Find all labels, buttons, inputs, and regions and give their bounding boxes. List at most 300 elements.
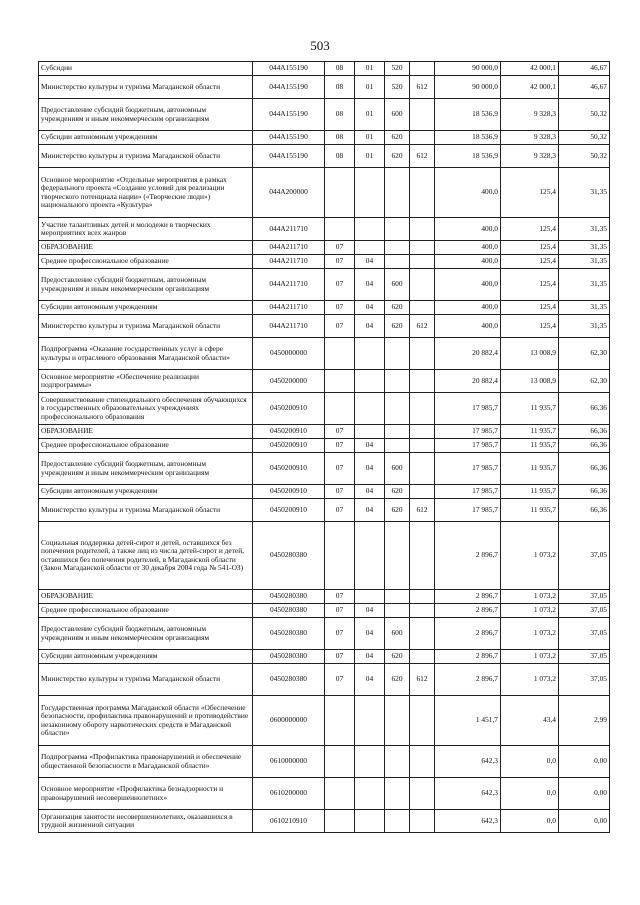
row-actual: 42 000,1 <box>501 62 559 76</box>
row-name: Среднее профессиональное образование <box>39 439 253 453</box>
row-department <box>410 522 435 590</box>
row-department <box>410 218 435 241</box>
row-actual: 11 935,7 <box>501 393 559 425</box>
row-subsection: 04 <box>355 453 385 485</box>
row-code: 044A155190 <box>253 131 325 145</box>
row-section: 07 <box>325 241 355 255</box>
row-subsection: 04 <box>355 485 385 499</box>
table-row <box>39 522 610 590</box>
row-plan: 17 985,7 <box>435 499 501 522</box>
row-section: 07 <box>325 301 355 315</box>
row-code: 044A211710 <box>253 315 325 338</box>
row-section: 07 <box>325 425 355 439</box>
row-percent: 50,32 <box>559 145 610 168</box>
row-expense-type: 620 <box>385 650 410 664</box>
row-plan: 90 000,0 <box>435 62 501 76</box>
row-code: 0450280380 <box>253 522 325 590</box>
row-percent: 62,30 <box>559 370 610 393</box>
row-name: Основное мероприятие «Отдельные мероприятия в рамках федерального проекта «Создание условий для реализации творческого потенциала нации» («Творческие люди») национального проекта «Культура» <box>39 168 253 218</box>
row-department <box>410 241 435 255</box>
row-plan: 2 896,7 <box>435 618 501 650</box>
table-row <box>39 696 610 746</box>
row-plan: 18 536,9 <box>435 145 501 168</box>
row-section: 07 <box>325 499 355 522</box>
row-actual: 13 008,9 <box>501 370 559 393</box>
row-section: 07 <box>325 269 355 301</box>
row-percent: 66,36 <box>559 425 610 439</box>
row-plan: 642,3 <box>435 778 501 810</box>
table-row <box>39 301 610 315</box>
row-name: Подпрограмма «Оказание государственных услуг в сфере культуры и отраслевого образования Магаданской области» <box>39 338 253 370</box>
row-expense-type: 600 <box>385 99 410 131</box>
row-department <box>410 99 435 131</box>
row-name: Предоставление субсидий бюджетным, автономным учреждениям и иным некоммерческим организациям <box>39 269 253 301</box>
row-plan: 2 896,7 <box>435 522 501 590</box>
row-name: Участие талантливых детей и молодежи в творческих мероприятиях всех жанров <box>39 218 253 241</box>
row-section: 08 <box>325 145 355 168</box>
row-name: Среднее профессиональное образование <box>39 604 253 618</box>
row-subsection <box>355 746 385 778</box>
row-subsection <box>355 218 385 241</box>
row-plan: 17 985,7 <box>435 425 501 439</box>
row-section: 08 <box>325 76 355 99</box>
row-percent: 31,35 <box>559 269 610 301</box>
table-row <box>39 604 610 618</box>
row-expense-type <box>385 338 410 370</box>
row-expense-type: 620 <box>385 131 410 145</box>
row-percent: 62,30 <box>559 338 610 370</box>
row-name: Среднее профессиональное образование <box>39 255 253 269</box>
row-subsection: 01 <box>355 145 385 168</box>
row-expense-type <box>385 425 410 439</box>
row-plan: 400,0 <box>435 301 501 315</box>
row-actual: 0,0 <box>501 778 559 810</box>
row-plan: 642,3 <box>435 746 501 778</box>
row-section <box>325 370 355 393</box>
row-code: 044A211710 <box>253 301 325 315</box>
table-row <box>39 76 610 99</box>
row-code: 0450200910 <box>253 439 325 453</box>
row-code: 044A211710 <box>253 241 325 255</box>
row-percent: 0,00 <box>559 810 610 833</box>
row-department <box>410 453 435 485</box>
row-code: 044A155190 <box>253 76 325 99</box>
row-subsection: 01 <box>355 76 385 99</box>
row-actual: 1 073,2 <box>501 618 559 650</box>
table-row <box>39 241 610 255</box>
row-expense-type: 620 <box>385 499 410 522</box>
row-department <box>410 650 435 664</box>
row-actual: 11 935,7 <box>501 453 559 485</box>
row-expense-type <box>385 590 410 604</box>
row-section: 07 <box>325 604 355 618</box>
row-department <box>410 746 435 778</box>
table-body <box>39 62 610 833</box>
row-department <box>410 62 435 76</box>
row-actual: 1 073,2 <box>501 522 559 590</box>
row-plan: 400,0 <box>435 168 501 218</box>
row-plan: 2 896,7 <box>435 604 501 618</box>
row-department <box>410 810 435 833</box>
row-actual: 1 073,2 <box>501 590 559 604</box>
row-subsection <box>355 370 385 393</box>
row-section <box>325 338 355 370</box>
row-percent: 31,35 <box>559 255 610 269</box>
row-actual: 11 935,7 <box>501 485 559 499</box>
row-percent: 66,36 <box>559 453 610 485</box>
row-expense-type <box>385 241 410 255</box>
row-percent: 46,67 <box>559 76 610 99</box>
row-department <box>410 168 435 218</box>
row-subsection: 04 <box>355 301 385 315</box>
row-expense-type: 620 <box>385 301 410 315</box>
row-subsection <box>355 778 385 810</box>
row-actual: 9 328,3 <box>501 145 559 168</box>
row-subsection <box>355 425 385 439</box>
row-code: 044A155190 <box>253 62 325 76</box>
row-name: Основное мероприятие «Профилактика безнадзорности и правонарушений несовершеннолетних» <box>39 778 253 810</box>
row-percent: 46,67 <box>559 62 610 76</box>
row-department <box>410 393 435 425</box>
row-department <box>410 255 435 269</box>
row-percent: 31,35 <box>559 315 610 338</box>
row-subsection <box>355 241 385 255</box>
row-actual: 125,4 <box>501 218 559 241</box>
row-code: 0450280380 <box>253 618 325 650</box>
row-name: ОБРАЗОВАНИЕ <box>39 241 253 255</box>
row-expense-type <box>385 255 410 269</box>
row-expense-type <box>385 522 410 590</box>
row-actual: 42 000,1 <box>501 76 559 99</box>
row-subsection: 04 <box>355 269 385 301</box>
row-subsection: 01 <box>355 62 385 76</box>
row-department <box>410 131 435 145</box>
row-department <box>410 439 435 453</box>
row-percent: 0,00 <box>559 746 610 778</box>
row-expense-type: 600 <box>385 269 410 301</box>
row-department <box>410 590 435 604</box>
row-plan: 400,0 <box>435 241 501 255</box>
row-expense-type <box>385 696 410 746</box>
row-section: 07 <box>325 315 355 338</box>
row-percent: 37,05 <box>559 618 610 650</box>
row-section: 07 <box>325 650 355 664</box>
row-name: Социальная поддержка детей-сирот и детей, оставшихся без попечения родителей, а также лиц из числа детей-сирот и детей, оставшихся без попечения родителей, в Магаданской области (Закон Магаданской области от 30 декабря 2004 года № 541-ОЗ) <box>39 522 253 590</box>
row-name: Министерство культуры и туризма Магаданской области <box>39 76 253 99</box>
row-name: Субсидии автономным учреждениям <box>39 485 253 499</box>
table-row <box>39 650 610 664</box>
row-department <box>410 301 435 315</box>
row-code: 0450200910 <box>253 393 325 425</box>
row-code: 044A211710 <box>253 218 325 241</box>
row-plan: 2 896,7 <box>435 664 501 696</box>
row-name: Министерство культуры и туризма Магаданской области <box>39 499 253 522</box>
row-section <box>325 393 355 425</box>
table-row <box>39 746 610 778</box>
row-plan: 17 985,7 <box>435 393 501 425</box>
row-percent: 0,00 <box>559 778 610 810</box>
row-name: Субсидии автономным учреждениям <box>39 650 253 664</box>
row-name: Подпрограмма «Профилактика правонарушений и обеспечение общественной безопасности в Магаданской области» <box>39 746 253 778</box>
row-section: 07 <box>325 590 355 604</box>
row-plan: 17 985,7 <box>435 453 501 485</box>
table-row <box>39 145 610 168</box>
row-percent: 37,05 <box>559 650 610 664</box>
row-section: 07 <box>325 439 355 453</box>
row-department: 612 <box>410 76 435 99</box>
row-code: 044A200000 <box>253 168 325 218</box>
row-actual: 11 935,7 <box>501 439 559 453</box>
row-section: 07 <box>325 255 355 269</box>
row-actual: 1 073,2 <box>501 650 559 664</box>
table-row <box>39 370 610 393</box>
row-department <box>410 696 435 746</box>
row-code: 0450000000 <box>253 338 325 370</box>
row-expense-type <box>385 778 410 810</box>
row-subsection <box>355 522 385 590</box>
row-department <box>410 485 435 499</box>
row-plan: 18 536,9 <box>435 99 501 131</box>
row-subsection: 04 <box>355 255 385 269</box>
row-code: 044A155190 <box>253 145 325 168</box>
row-actual: 125,4 <box>501 168 559 218</box>
row-name: Министерство культуры и туризма Магаданской области <box>39 145 253 168</box>
row-actual: 0,0 <box>501 746 559 778</box>
row-actual: 125,4 <box>501 269 559 301</box>
row-name: ОБРАЗОВАНИЕ <box>39 425 253 439</box>
row-name: Министерство культуры и туризма Магаданской области <box>39 315 253 338</box>
table-row <box>39 778 610 810</box>
row-section <box>325 746 355 778</box>
table-row <box>39 99 610 131</box>
row-actual: 1 073,2 <box>501 604 559 618</box>
row-name: Основное мероприятие «Обеспечение реализации подпрограммы» <box>39 370 253 393</box>
table-row <box>39 590 610 604</box>
row-code: 0450200910 <box>253 499 325 522</box>
row-department: 612 <box>410 145 435 168</box>
row-section: 08 <box>325 62 355 76</box>
row-subsection <box>355 393 385 425</box>
row-percent: 37,05 <box>559 522 610 590</box>
row-expense-type: 620 <box>385 485 410 499</box>
row-actual: 1 073,2 <box>501 664 559 696</box>
table-row <box>39 218 610 241</box>
row-code: 0450280380 <box>253 590 325 604</box>
table-row <box>39 485 610 499</box>
table-row <box>39 393 610 425</box>
row-department: 612 <box>410 664 435 696</box>
row-expense-type <box>385 810 410 833</box>
row-name: Субсидии <box>39 62 253 76</box>
row-percent: 66,36 <box>559 393 610 425</box>
table-row <box>39 338 610 370</box>
row-name: Предоставление субсидий бюджетным, автономным учреждениям и иным некоммерческим организациям <box>39 453 253 485</box>
table-row <box>39 664 610 696</box>
table-row <box>39 255 610 269</box>
row-plan: 2 896,7 <box>435 590 501 604</box>
row-actual: 125,4 <box>501 301 559 315</box>
row-section: 07 <box>325 664 355 696</box>
row-percent: 31,35 <box>559 168 610 218</box>
row-code: 044A211710 <box>253 255 325 269</box>
row-expense-type <box>385 604 410 618</box>
table-row <box>39 168 610 218</box>
row-code: 0610200000 <box>253 778 325 810</box>
row-section <box>325 218 355 241</box>
row-section: 08 <box>325 131 355 145</box>
row-department <box>410 618 435 650</box>
row-code: 0450280380 <box>253 664 325 696</box>
row-subsection <box>355 810 385 833</box>
table-row <box>39 618 610 650</box>
page-number: 503 <box>310 38 330 53</box>
row-expense-type: 620 <box>385 315 410 338</box>
row-actual: 0,0 <box>501 810 559 833</box>
row-subsection: 04 <box>355 315 385 338</box>
row-percent: 37,05 <box>559 604 610 618</box>
row-name: Субсидии автономным учреждениям <box>39 301 253 315</box>
row-plan: 90 000,0 <box>435 76 501 99</box>
table-row <box>39 439 610 453</box>
row-percent: 66,36 <box>559 499 610 522</box>
row-actual: 11 935,7 <box>501 425 559 439</box>
table-row <box>39 62 610 76</box>
row-percent: 31,35 <box>559 301 610 315</box>
row-subsection <box>355 590 385 604</box>
table-row <box>39 269 610 301</box>
row-code: 0450200910 <box>253 485 325 499</box>
row-actual: 9 328,3 <box>501 131 559 145</box>
row-subsection: 04 <box>355 604 385 618</box>
row-department <box>410 269 435 301</box>
row-plan: 17 985,7 <box>435 485 501 499</box>
row-expense-type <box>385 746 410 778</box>
table-row <box>39 425 610 439</box>
row-department <box>410 425 435 439</box>
row-plan: 18 536,9 <box>435 131 501 145</box>
row-section: 07 <box>325 485 355 499</box>
row-expense-type: 620 <box>385 664 410 696</box>
row-percent: 2,99 <box>559 696 610 746</box>
row-section <box>325 810 355 833</box>
row-actual: 125,4 <box>501 315 559 338</box>
budget-table <box>38 61 610 833</box>
row-percent: 31,35 <box>559 218 610 241</box>
row-plan: 400,0 <box>435 315 501 338</box>
row-subsection <box>355 168 385 218</box>
row-department <box>410 604 435 618</box>
row-name: Совершенствование стипендиального обеспечения обучающихся в государственных образовательных учреждениях профессионального образования <box>39 393 253 425</box>
row-subsection: 04 <box>355 650 385 664</box>
row-percent: 50,32 <box>559 99 610 131</box>
row-subsection: 04 <box>355 499 385 522</box>
row-department <box>410 338 435 370</box>
row-code: 0600000000 <box>253 696 325 746</box>
row-plan: 642,3 <box>435 810 501 833</box>
row-expense-type: 600 <box>385 618 410 650</box>
row-subsection: 04 <box>355 618 385 650</box>
row-plan: 17 985,7 <box>435 439 501 453</box>
row-code: 0450200000 <box>253 370 325 393</box>
row-subsection: 01 <box>355 131 385 145</box>
row-section: 08 <box>325 99 355 131</box>
row-code: 0450280380 <box>253 604 325 618</box>
row-section <box>325 696 355 746</box>
row-actual: 43,4 <box>501 696 559 746</box>
row-expense-type <box>385 370 410 393</box>
row-actual: 11 935,7 <box>501 499 559 522</box>
row-actual: 125,4 <box>501 255 559 269</box>
row-department <box>410 778 435 810</box>
row-percent: 66,36 <box>559 485 610 499</box>
table-row <box>39 810 610 833</box>
row-name: Предоставление субсидий бюджетным, автономным учреждениям и иным некоммерческим организациям <box>39 618 253 650</box>
row-percent: 50,32 <box>559 131 610 145</box>
row-code: 0450200910 <box>253 425 325 439</box>
row-section: 07 <box>325 618 355 650</box>
row-name: Организация занятости несовершеннолетних, оказавшихся в трудной жизненной ситуации <box>39 810 253 833</box>
row-actual: 9 328,3 <box>501 99 559 131</box>
row-percent: 66,36 <box>559 439 610 453</box>
row-department: 612 <box>410 499 435 522</box>
row-expense-type: 600 <box>385 453 410 485</box>
row-subsection <box>355 338 385 370</box>
row-actual: 125,4 <box>501 241 559 255</box>
row-plan: 400,0 <box>435 255 501 269</box>
row-code: 0610000000 <box>253 746 325 778</box>
row-name: Субсидии автономным учреждениям <box>39 131 253 145</box>
row-percent: 37,05 <box>559 590 610 604</box>
row-plan: 20 882,4 <box>435 370 501 393</box>
row-name: Министерство культуры и туризма Магаданской области <box>39 664 253 696</box>
row-actual: 13 008,9 <box>501 338 559 370</box>
row-code: 0450200910 <box>253 453 325 485</box>
row-subsection <box>355 696 385 746</box>
row-name: ОБРАЗОВАНИЕ <box>39 590 253 604</box>
row-name: Предоставление субсидий бюджетным, автономным учреждениям и иным некоммерческим организациям <box>39 99 253 131</box>
row-plan: 2 896,7 <box>435 650 501 664</box>
row-code: 044A211710 <box>253 269 325 301</box>
row-expense-type: 520 <box>385 76 410 99</box>
row-subsection: 01 <box>355 99 385 131</box>
row-code: 044A155190 <box>253 99 325 131</box>
row-code: 0450280380 <box>253 650 325 664</box>
row-expense-type: 620 <box>385 145 410 168</box>
row-expense-type: 520 <box>385 62 410 76</box>
row-expense-type <box>385 218 410 241</box>
row-department: 612 <box>410 315 435 338</box>
table-row <box>39 315 610 338</box>
row-code: 0610210910 <box>253 810 325 833</box>
row-expense-type <box>385 168 410 218</box>
row-expense-type <box>385 393 410 425</box>
row-section <box>325 168 355 218</box>
row-section: 07 <box>325 453 355 485</box>
row-section <box>325 778 355 810</box>
row-section <box>325 522 355 590</box>
row-expense-type <box>385 439 410 453</box>
row-plan: 400,0 <box>435 218 501 241</box>
row-plan: 1 451,7 <box>435 696 501 746</box>
row-department <box>410 370 435 393</box>
table-row <box>39 453 610 485</box>
row-percent: 31,35 <box>559 241 610 255</box>
table-row <box>39 499 610 522</box>
row-subsection: 04 <box>355 439 385 453</box>
table-row <box>39 131 610 145</box>
row-percent: 37,05 <box>559 664 610 696</box>
row-subsection: 04 <box>355 664 385 696</box>
